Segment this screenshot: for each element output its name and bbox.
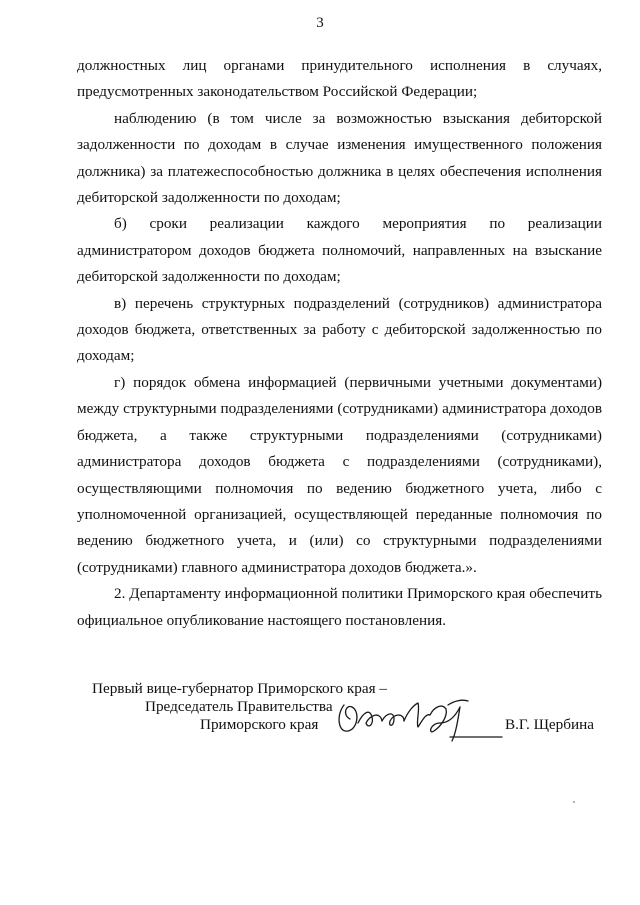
document-body [77, 53, 602, 634]
signature-block [0, 679, 640, 759]
signatory-position-line-1: Первый вице-губернатор Приморского края – [92, 680, 387, 697]
scan-speck [573, 801, 575, 803]
signatory-position-line-2: Председатель Правительства [145, 698, 333, 715]
signatory-name: В.Г. Щербина [505, 716, 594, 733]
page-number: 3 [316, 15, 324, 31]
paragraph-clause-2: 2. Департаменту информационной политики Приморского края обеспечить официальное опубликование настоящего постановления. [77, 585, 602, 629]
paragraph-item-g: г) порядок обмена информацией (первичными учетными документами) между структурными подразделениями (сотрудниками) администратора доходов бюджета, а также структурными подразделениями (сотрудниками) администратора доходов бюджета с подразделениями (сотрудниками), осуществляющими полномочия по ведению бюджетного учета, либо с уполномоченной организацией, осуществляющей переданные полномочия по ведению бюджетного учета, и (или) со структурными подразделениями (сотрудниками) главного администратора доходов бюджета.». [77, 373, 602, 576]
signatory-position-line-3: Приморского края [200, 716, 319, 733]
paragraph-item-v: в) перечень структурных подразделений (сотрудников) администратора доходов бюджета, ответственных за работу с дебиторской задолженностью по доходам; [77, 294, 602, 365]
paragraph-monitoring: наблюдению (в том числе за возможностью взыскания дебиторской задолженности по доходам в случае изменения имущественного положения должника) за платежеспособностью должника в целях обеспечения исполнения дебиторской задолженности по доходам; [77, 109, 602, 207]
handwritten-signature [330, 693, 505, 745]
paragraph-item-b: б) сроки реализации каждого мероприятия по реализации администратором доходов бюджета полномочий, направленных на взыскание дебиторской задолженности по доходам; [77, 215, 602, 286]
paragraph-continuation: должностных лиц органами принудительного исполнения в случаях, предусмотренных законодательством Российской Федерации; [77, 57, 602, 101]
